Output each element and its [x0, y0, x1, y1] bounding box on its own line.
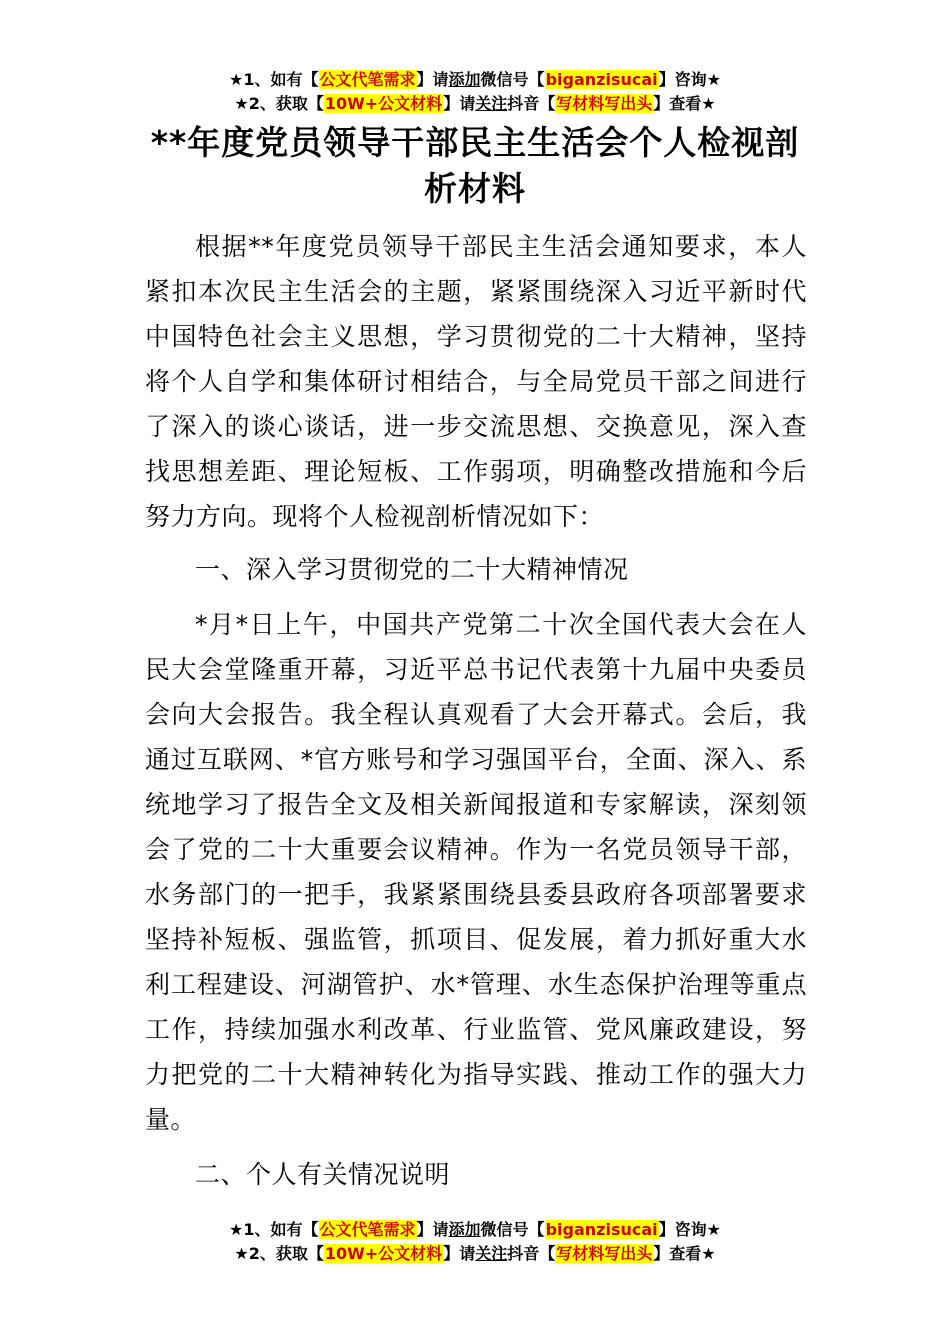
banner-text: ★2、获取【	[234, 94, 324, 113]
paragraph-section-1: *月*日上午，中国共产党第二十次全国代表大会在人民大会堂隆重开幕，习近平总书记代表第十九届中央委员会向大会报告。我全程认真观看了大会开幕式。会后，我通过互联网、*官方账号和学习强国平台，全面、深入、系统地学习了报告全文及相关新闻报道和专家解读，深刻领会了党的二十大重要会议精神。作为一名党员领导干部，水务部门的一把手，我紧紧围绕县委县政府各项部署要求坚持补短板、强监管，抓项目、促发展，着力抓好重大水利工程建设、河湖管护、水*管理、水生态保护治理等重点工作，持续加强水利改革、行业监管、党风廉政建设，努力把党的二十大精神转化为指导实践、推动工作的强大力量。	[145, 610, 807, 1134]
banner-text: ★1、如有【	[229, 70, 319, 89]
banner-line-2	[0, 92, 950, 116]
document-body	[145, 224, 807, 1197]
banner-highlight: 10W+公文材料	[324, 94, 443, 113]
banner-text: 抖音【	[507, 1244, 556, 1263]
banner-text: 】请	[443, 1244, 476, 1263]
banner-text: 微信号【	[480, 1220, 545, 1239]
banner-text: 】咨询★	[658, 1220, 721, 1239]
banner-text: ★1、如有【	[229, 1220, 319, 1239]
paragraph-intro: 根据**年度党员领导干部民主生活会通知要求，本人紧扣本次民主生活会的主题，紧紧围绕深入习近平新时代中国特色社会主义思想，学习贯彻党的二十大精神，坚持将个人自学和集体研讨相结合，与全局党员干部之间进行了深入的谈心谈话，进一步交流思想、交换意见，深入查找思想差距、理论短板、工作弱项，明确整改措施和今后努力方向。现将个人检视剖析情况如下：	[145, 232, 807, 531]
banner-text: 抖音【	[507, 94, 556, 113]
banner-highlight: 公文代笔需求	[319, 70, 416, 89]
banner-text: 】请	[416, 1220, 449, 1239]
section-heading-2: 二、个人有关情况说明	[195, 1160, 451, 1189]
banner-highlight: 10W+公文材料	[324, 1244, 443, 1263]
banner-highlight: 写材料写出头	[556, 1244, 653, 1263]
section-heading-1: 一、深入学习贯彻党的二十大精神情况	[195, 555, 629, 584]
banner-highlight: 公文代笔需求	[319, 1220, 416, 1239]
banner-text: 】查看★	[653, 94, 716, 113]
banner-underlined: 添加	[448, 1220, 481, 1239]
banner-text: 】咨询★	[658, 70, 721, 89]
banner-underlined: 添加	[448, 70, 481, 89]
banner-text: ★2、获取【	[234, 1244, 324, 1263]
banner-underlined: 关注	[475, 94, 508, 113]
banner-highlight: biganzisucai	[545, 1220, 658, 1239]
banner-highlight: 写材料写出头	[556, 94, 653, 113]
banner-text: 】请	[416, 70, 449, 89]
banner-line-1	[0, 1218, 950, 1242]
banner-line-1	[0, 68, 950, 92]
footer-banner	[0, 1218, 950, 1266]
header-banner	[0, 68, 950, 116]
banner-text: 】查看★	[653, 1244, 716, 1263]
document-title: **年度党员领导干部民主生活会个人检视剖析材料	[150, 123, 800, 208]
banner-highlight: biganzisucai	[545, 70, 658, 89]
banner-text: 微信号【	[480, 70, 545, 89]
banner-line-2	[0, 1242, 950, 1266]
banner-underlined: 关注	[475, 1244, 508, 1263]
banner-text: 】请	[443, 94, 476, 113]
